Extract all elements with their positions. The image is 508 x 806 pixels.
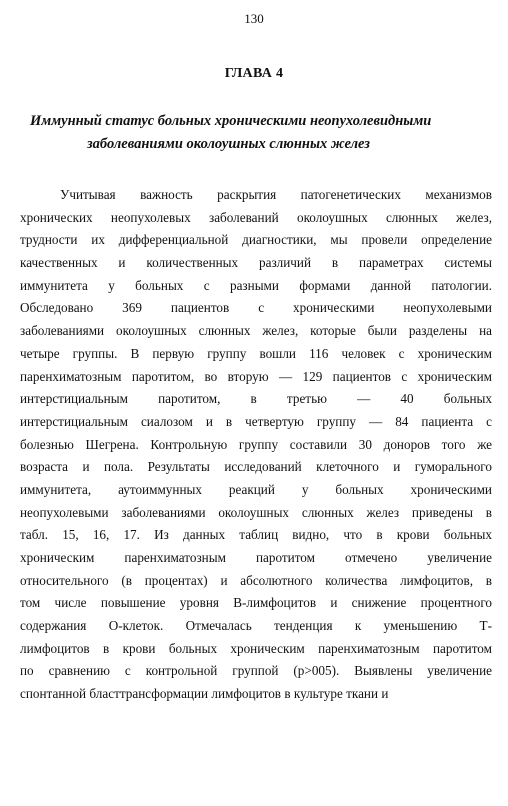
text-line: интерстициальным сиалозом и в четвертую группу — 84 пациента с bbox=[20, 413, 492, 429]
text-line: иммунитета у больных с разными формами данной патологии. bbox=[20, 277, 492, 293]
text-line: лимфоцитов в крови больных хроническим паренхиматозным паротитом bbox=[20, 640, 492, 656]
text-line: относительного (в процентах) и абсолютного количества лимфоцитов, в bbox=[20, 572, 492, 588]
text-line: четыре группы. В первую группу вошли 116 человек с хроническим bbox=[20, 345, 492, 361]
text-line: Учитывая важность раскрытия патогенетических механизмов bbox=[60, 187, 492, 202]
text-line: том числе повышение уровня В-лимфоцитов и снижение процентного bbox=[20, 595, 492, 611]
text-line: хроническим паренхиматозным паротитом отмечено увеличение bbox=[20, 550, 492, 565]
chapter-label: ГЛАВА 4 bbox=[224, 66, 284, 81]
chapter-title-line: заболеваниями околоушных слюнных желез bbox=[87, 136, 370, 152]
text-line: паренхиматозным паротитом, во вторую — 129 пациентов с хроническим bbox=[20, 368, 492, 384]
text-line: интерстициальным паротитом, в третью — 40 больных bbox=[20, 391, 492, 407]
text-line: иммунитета, аутоиммунных реакций у больных хроническими bbox=[20, 481, 492, 497]
body-paragraph bbox=[20, 184, 492, 706]
text-line: возраста и пола. Результаты исследований клеточного и гуморального bbox=[20, 459, 492, 475]
text-line: по сравнению с контрольной группой (p>005). Выявлены увеличение bbox=[20, 663, 492, 679]
text-line: болезнью Шегрена. Контрольную группу составили 30 доноров того же bbox=[20, 436, 492, 452]
text-line: трудности их дифференциальной диагностики, мы провели определение bbox=[20, 232, 492, 248]
chapter-title-line: Иммунный статус больных хроническими неопухолевидными bbox=[30, 113, 432, 129]
text-line: табл. 15, 16, 17. Из данных таблиц видно, что в крови больных bbox=[20, 527, 492, 543]
text-line: Обследовано 369 пациентов с хроническими неопухолевыми bbox=[20, 300, 492, 316]
text-line: содержания О-клеток. Отмечалась тенденция к уменьшению Т- bbox=[20, 618, 492, 634]
text-line: неопухолевыми заболеваниями околоушных слюнных желез приведены в bbox=[20, 504, 492, 520]
text-line: заболеваниями околоушных слюнных желез, которые были разделены на bbox=[20, 323, 492, 339]
text-line: спонтанной бласттрансформации лимфоцитов в культуре ткани и bbox=[20, 686, 389, 702]
text-line: качественных и количественных различий в параметрах системы bbox=[20, 255, 492, 271]
text-line: хронических неопухолевых заболеваний околоушных слюнных желез, bbox=[20, 209, 492, 225]
page-number: 130 bbox=[244, 11, 264, 26]
chapter-title bbox=[30, 110, 460, 156]
